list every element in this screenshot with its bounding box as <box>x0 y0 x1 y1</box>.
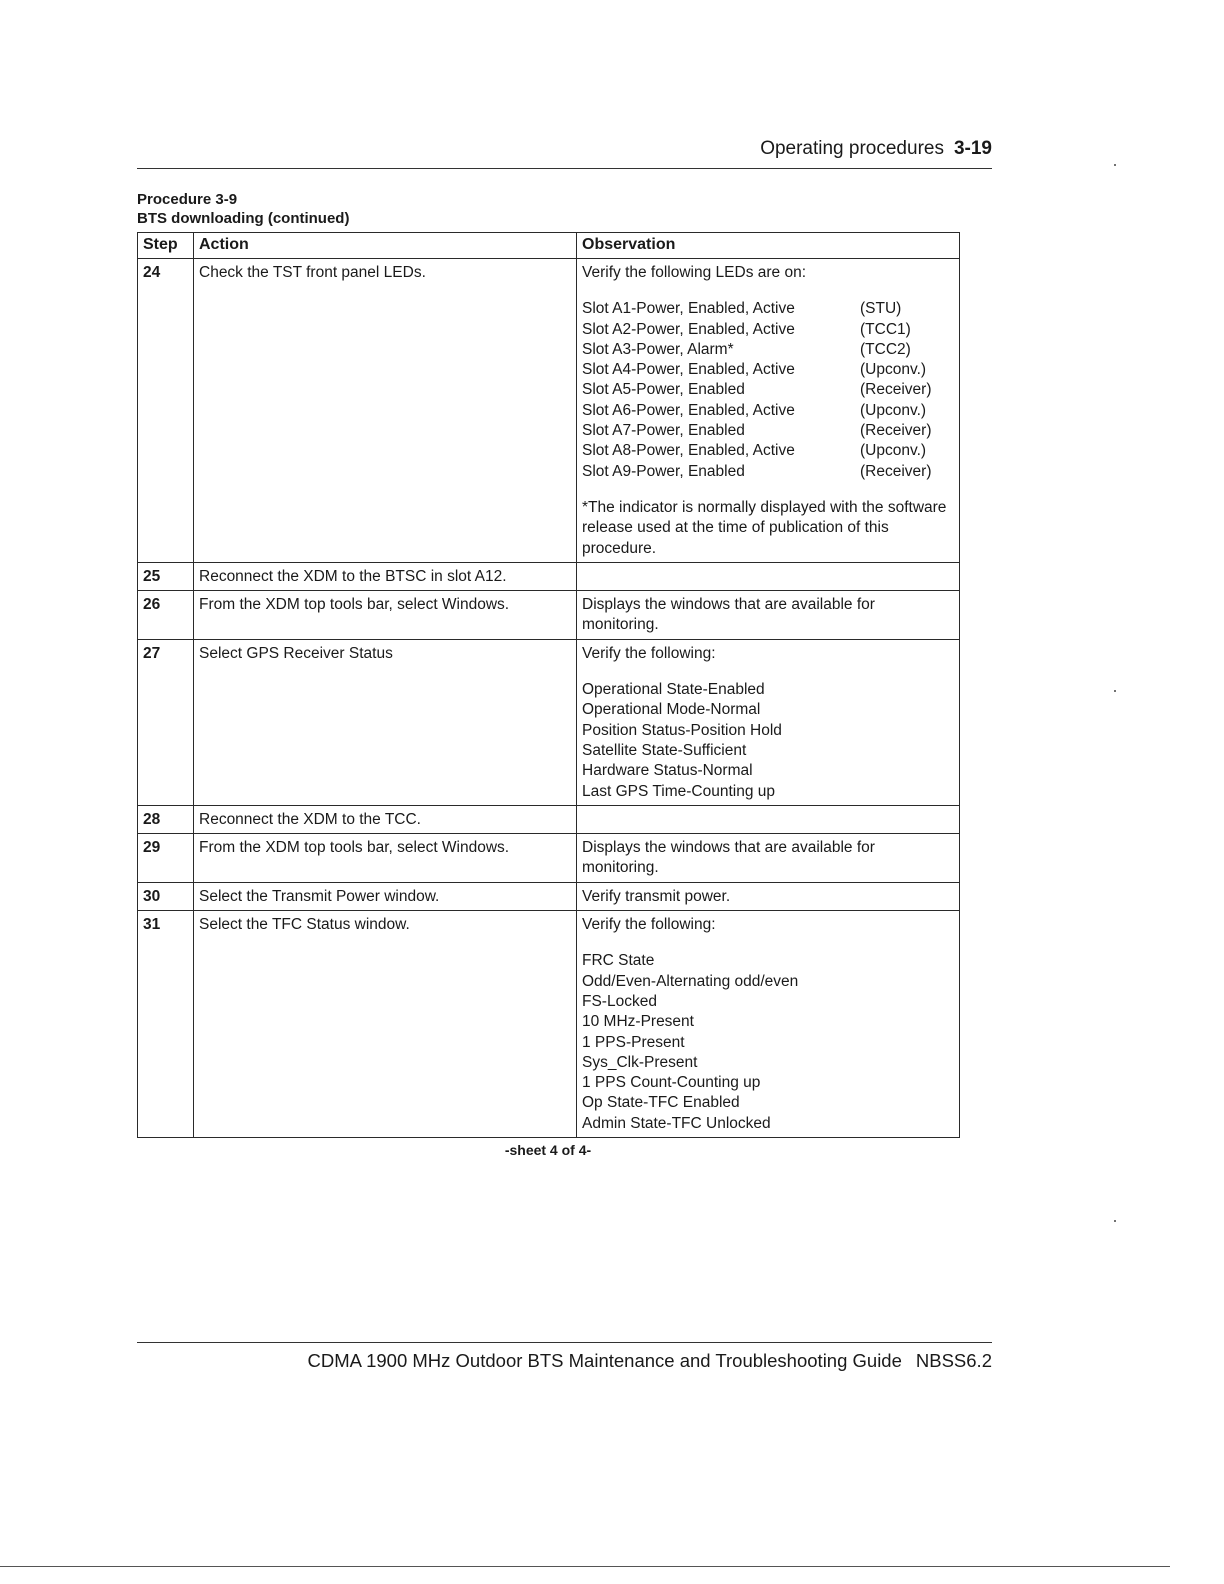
step-number: 25 <box>138 562 194 590</box>
table-row <box>138 911 960 1138</box>
table-row <box>138 882 960 910</box>
footnote: *The indicator is normally displayed with the software release used at the time of publication of this procedure. <box>582 498 947 557</box>
led-slot: Slot A8-Power, Enabled, Active <box>582 442 795 460</box>
led-unit: (TCC2) <box>860 340 911 358</box>
observation-cell <box>577 259 960 563</box>
led-item <box>582 462 954 482</box>
action-cell: Select GPS Receiver Status <box>194 639 577 805</box>
procedure-table <box>137 232 960 1138</box>
led-unit: (Upconv.) <box>860 401 927 419</box>
page-number: 3-19 <box>953 138 992 159</box>
led-slot: Slot A7-Power, Enabled <box>582 422 745 440</box>
action-cell: From the XDM top tools bar, select Windows. <box>194 591 577 640</box>
led-slot: Slot A4-Power, Enabled, Active <box>582 361 795 379</box>
scan-speck <box>1114 1220 1116 1222</box>
procedure-label <box>137 190 349 228</box>
led-item <box>582 360 954 380</box>
led-item <box>582 299 954 319</box>
step-number: 24 <box>138 259 194 563</box>
status-item: 10 MHz-Present <box>582 1013 694 1031</box>
sheet-indicator: -sheet 4 of 4- <box>504 1142 592 1158</box>
column-header-observation: Observation <box>577 233 960 259</box>
led-item <box>582 441 954 461</box>
led-slot: Slot A9-Power, Enabled <box>582 462 745 480</box>
observation-cell <box>577 911 960 1138</box>
observation-intro: Verify the following: <box>582 644 716 662</box>
led-item <box>582 401 954 421</box>
scan-speck <box>1114 164 1116 166</box>
status-item: Satellite State-Sufficient <box>582 741 747 759</box>
step-number: 26 <box>138 591 194 640</box>
led-slot: Slot A5-Power, Enabled <box>582 381 745 399</box>
status-item: Admin State-TFC Unlocked <box>582 1114 771 1132</box>
status-item: Operational State-Enabled <box>582 681 765 699</box>
status-item: Sys_Clk-Present <box>582 1053 698 1071</box>
status-list <box>582 951 954 1134</box>
action-cell: Reconnect the XDM to the TCC. <box>194 805 577 833</box>
step-number: 30 <box>138 882 194 910</box>
led-item <box>582 380 954 400</box>
table-row <box>138 562 960 590</box>
status-item: 1 PPS Count-Counting up <box>582 1074 761 1092</box>
action-cell: From the XDM top tools bar, select Windows. <box>194 834 577 883</box>
column-header-action: Action <box>194 233 577 259</box>
status-item: FS-Locked <box>582 992 657 1010</box>
led-unit: (Upconv.) <box>860 361 927 379</box>
scan-speck <box>1114 690 1116 692</box>
observation-cell: Verify transmit power. <box>577 882 960 910</box>
status-item: Odd/Even-Alternating odd/even <box>582 972 799 990</box>
column-header-step: Step <box>138 233 194 259</box>
table-header-row <box>138 233 960 259</box>
observation-cell <box>577 805 960 833</box>
table-row <box>138 834 960 883</box>
led-unit: (STU) <box>860 300 902 318</box>
table-row <box>138 259 960 563</box>
table-row <box>138 591 960 640</box>
status-list <box>582 680 954 802</box>
status-item: Operational Mode-Normal <box>582 701 761 719</box>
observation-intro: Verify the following: <box>582 916 716 934</box>
observation-cell <box>577 639 960 805</box>
led-item <box>582 320 954 340</box>
status-item: Position Status-Position Hold <box>582 721 782 739</box>
status-item: Op State-TFC Enabled <box>582 1094 740 1112</box>
action-cell: Select the Transmit Power window. <box>194 882 577 910</box>
header-divider <box>137 168 992 169</box>
procedure-number: Procedure 3-9 <box>137 191 238 208</box>
scan-edge-line <box>0 1566 1170 1567</box>
section-title: Operating procedures <box>760 138 944 159</box>
action-cell: Select the TFC Status window. <box>194 911 577 1138</box>
led-slot: Slot A2-Power, Enabled, Active <box>582 320 795 338</box>
step-number: 29 <box>138 834 194 883</box>
observation-intro: Verify the following LEDs are on: <box>582 264 807 281</box>
led-item <box>582 340 954 360</box>
led-item <box>582 421 954 441</box>
action-cell: Reconnect the XDM to the BTSC in slot A12. <box>194 562 577 590</box>
led-list <box>582 299 954 482</box>
led-unit: (Upconv.) <box>860 442 927 460</box>
table-row <box>138 639 960 805</box>
observation-cell: Displays the windows that are available for monitoring. <box>577 834 960 883</box>
footer-divider <box>137 1342 992 1343</box>
table-row <box>138 805 960 833</box>
status-item: FRC State <box>582 952 655 970</box>
step-number: 27 <box>138 639 194 805</box>
led-unit: (Receiver) <box>860 381 932 399</box>
led-unit: (Receiver) <box>860 462 932 480</box>
step-number: 31 <box>138 911 194 1138</box>
page-footer <box>137 1350 992 1372</box>
status-item: Last GPS Time-Counting up <box>582 782 775 800</box>
observation-cell <box>577 562 960 590</box>
led-slot: Slot A3-Power, Alarm* <box>582 340 734 358</box>
guide-title: CDMA 1900 MHz Outdoor BTS Maintenance and Troubleshooting Guide <box>307 1350 902 1371</box>
led-unit: (TCC1) <box>860 320 911 338</box>
led-slot: Slot A1-Power, Enabled, Active <box>582 300 795 318</box>
step-number: 28 <box>138 805 194 833</box>
status-item: 1 PPS-Present <box>582 1033 685 1051</box>
led-slot: Slot A6-Power, Enabled, Active <box>582 401 795 419</box>
observation-cell: Displays the windows that are available for monitoring. <box>577 591 960 640</box>
page-header <box>600 138 992 160</box>
status-item: Hardware Status-Normal <box>582 762 753 780</box>
led-unit: (Receiver) <box>860 422 932 440</box>
release-label: NBSS6.2 <box>915 1350 992 1371</box>
action-cell: Check the TST front panel LEDs. <box>194 259 577 563</box>
procedure-title: BTS downloading (continued) <box>137 210 350 227</box>
